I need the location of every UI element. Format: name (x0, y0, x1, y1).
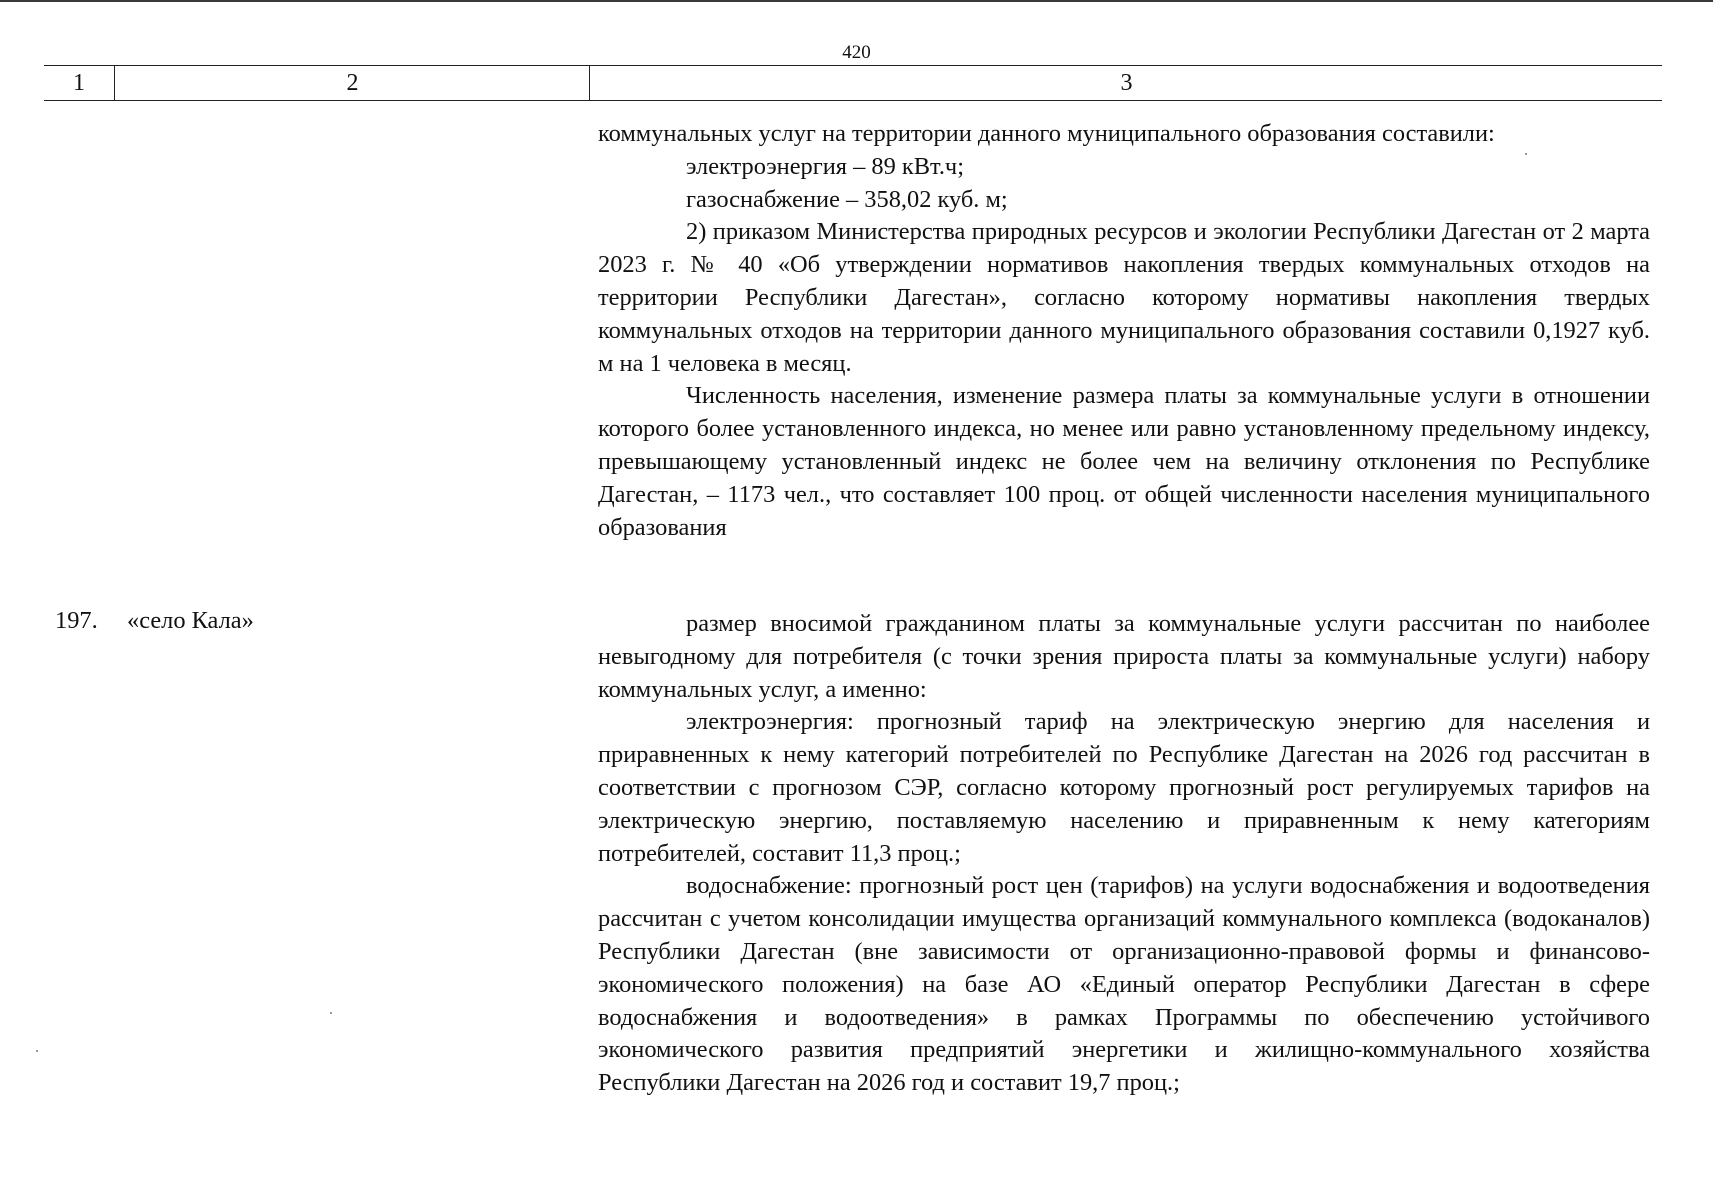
paragraph: электроэнергия – 89 кВт.ч; (686, 152, 964, 180)
paragraph: электроэнергия: прогнозный тариф на электрическую энергию для населения и приравненных к нему категорий потребителей по Республике Дагестан на 2026 год рассчитан в соответствии с прогнозом СЭР, согласно которому прогнозный рост регулируемых тарифов на электрическую энергию, поставляемую населению и приравненным к нему категориям потребителей, составит 11,3 проц.; (598, 708, 1650, 867)
paragraph: водоснабжение: прогнозный рост цен (тарифов) на услуги водоснабжения и водоотведения рассчитан с учетом консолидации имущества организаций коммунального комплекса (водоканалов) Республики Дагестан (вне зависимости от организационно-правовой формы и финансово-экономического положения) на базе АО «Единый оператор Республики Дагестан в сфере водоснабжения и водоотведения» в рамках Программы по обеспечению устойчивого экономического развития предприятий энергетики и жилищно-коммунального хозяйства Республики Дагестан на 2026 год и составит 19,7 проц.; (598, 872, 1650, 1097)
paragraph: коммунальных услуг на территории данного муниципального образования составили: (598, 120, 1495, 147)
scan-speck (36, 1050, 38, 1052)
column-header-2: 2 (114, 66, 590, 100)
row-description (598, 608, 1650, 1100)
continuation-text (598, 118, 1650, 544)
scan-speck (1525, 153, 1527, 155)
paragraph: 2) приказом Министерства природных ресурсов и экологии Республики Дагестан от 2 марта 2023 г. № 40 «Об утверждении нормативов накопления твердых коммунальных отходов на территории Республики Дагестан», согласно которому нормативы накопления твердых коммунальных отходов на территории данного муниципального образования составили 0,1927 куб. м на 1 человека в месяц. (598, 218, 1650, 377)
row-number: 197. (55, 607, 98, 634)
municipality-name: «село Кала» (127, 607, 254, 634)
scan-top-edge (0, 0, 1713, 2)
paragraph: размер вносимой гражданином платы за коммунальные услуги рассчитан по наиболее невыгодному для потребителя (с точки зрения прироста платы за коммунальные услуги) набору коммунальных услуг, а именно: (598, 610, 1650, 703)
paragraph: Численность населения, изменение размера платы за коммунальные услуги в отношении которого более установленного индекса, но менее или равно установленному предельному индексу, превышающему установленный индекс не более чем на величину отклонения по Республике Дагестан, – 1173 чел., что составляет 100 проц. от общей численности населения муниципального образования (598, 382, 1650, 541)
column-header-row (44, 65, 1662, 101)
column-header-3: 3 (589, 66, 1663, 100)
page-number: 420 (842, 42, 871, 63)
paragraph: газоснабжение – 358,02 куб. м; (686, 185, 1008, 213)
scan-speck (330, 1012, 332, 1014)
column-header-1: 1 (73, 70, 85, 96)
